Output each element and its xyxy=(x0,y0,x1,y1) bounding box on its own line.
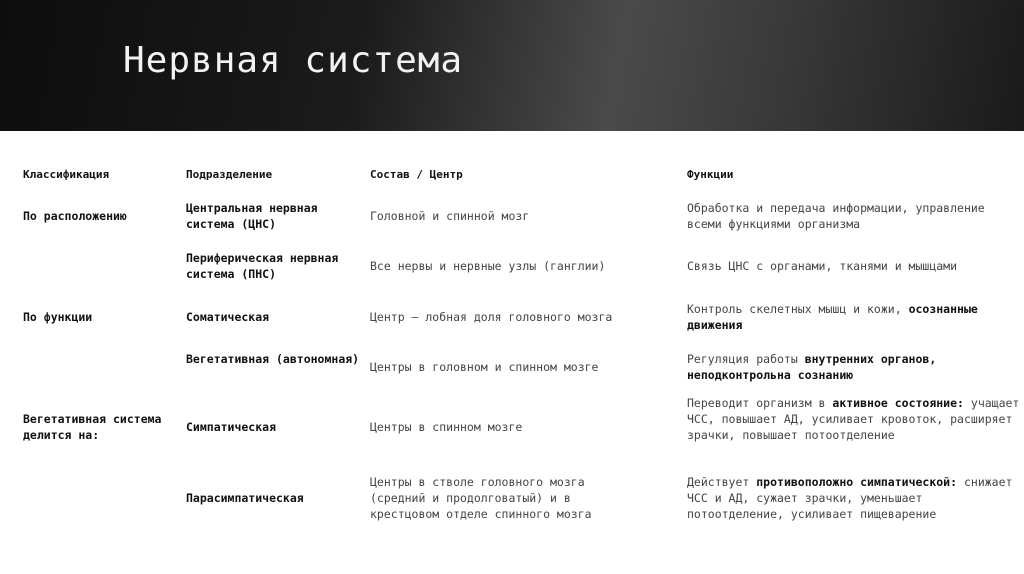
function-pns: Связь ЦНС с органами, тканями и мышцами xyxy=(687,259,958,273)
function-parasympathetic: Действует противоположно симпатической: снижает ЧСС и АД, сужает зрачки, уменьшает потоотделение, усиливает пищеварение xyxy=(687,475,1013,521)
function-somatic: Контроль скелетных мышц и кожи, осознанные движения xyxy=(687,302,978,332)
division-pns: Периферическая нервная система (ПНС) xyxy=(186,251,339,281)
division-sympathetic: Симпатическая xyxy=(186,420,277,434)
function-sympathetic: Переводит организм в активное состояние: учащает ЧСС, повышает АД, усиливает кровоток, расширяет зрачки, повышает потоотделение xyxy=(687,396,1020,442)
function-cns: Обработка и передача информации, управление всеми функциями организма xyxy=(687,201,985,231)
classification-by-location: По расположению xyxy=(23,209,127,223)
division-cns: Центральная нервная система (ЦНС) xyxy=(186,201,318,231)
composition-somatic: Центр — лобная доля головного мозга xyxy=(370,310,613,324)
title-banner xyxy=(0,0,1024,131)
composition-parasympathetic: Центры в стволе головного мозга (средний и продолговатый) и в крестцовом отделе спинного мозга xyxy=(370,475,592,521)
composition-cns: Головной и спинной мозг xyxy=(370,209,530,223)
column-header-composition: Состав / Центр xyxy=(370,168,463,181)
division-somatic: Соматическая xyxy=(186,310,270,324)
page-title: Нервная система xyxy=(123,40,464,81)
division-parasympathetic: Парасимпатическая xyxy=(186,491,304,505)
composition-pns: Все нервы и нервные узлы (ганглии) xyxy=(370,259,606,273)
division-autonomic: Вегетативная (автономная) xyxy=(186,352,360,366)
function-autonomic: Регуляция работы внутренних органов, неподконтрольна сознанию xyxy=(687,352,937,382)
composition-sympathetic: Центры в спинном мозге xyxy=(370,420,523,434)
classification-by-function: По функции xyxy=(23,310,93,324)
composition-autonomic: Центры в головном и спинном мозге xyxy=(370,360,599,374)
column-header-classification: Классификация xyxy=(23,168,110,181)
column-header-functions: Функции xyxy=(687,168,734,181)
column-header-division: Подразделение xyxy=(186,168,273,181)
classification-vegetative-split: Вегетативная система делится на: xyxy=(23,412,162,442)
